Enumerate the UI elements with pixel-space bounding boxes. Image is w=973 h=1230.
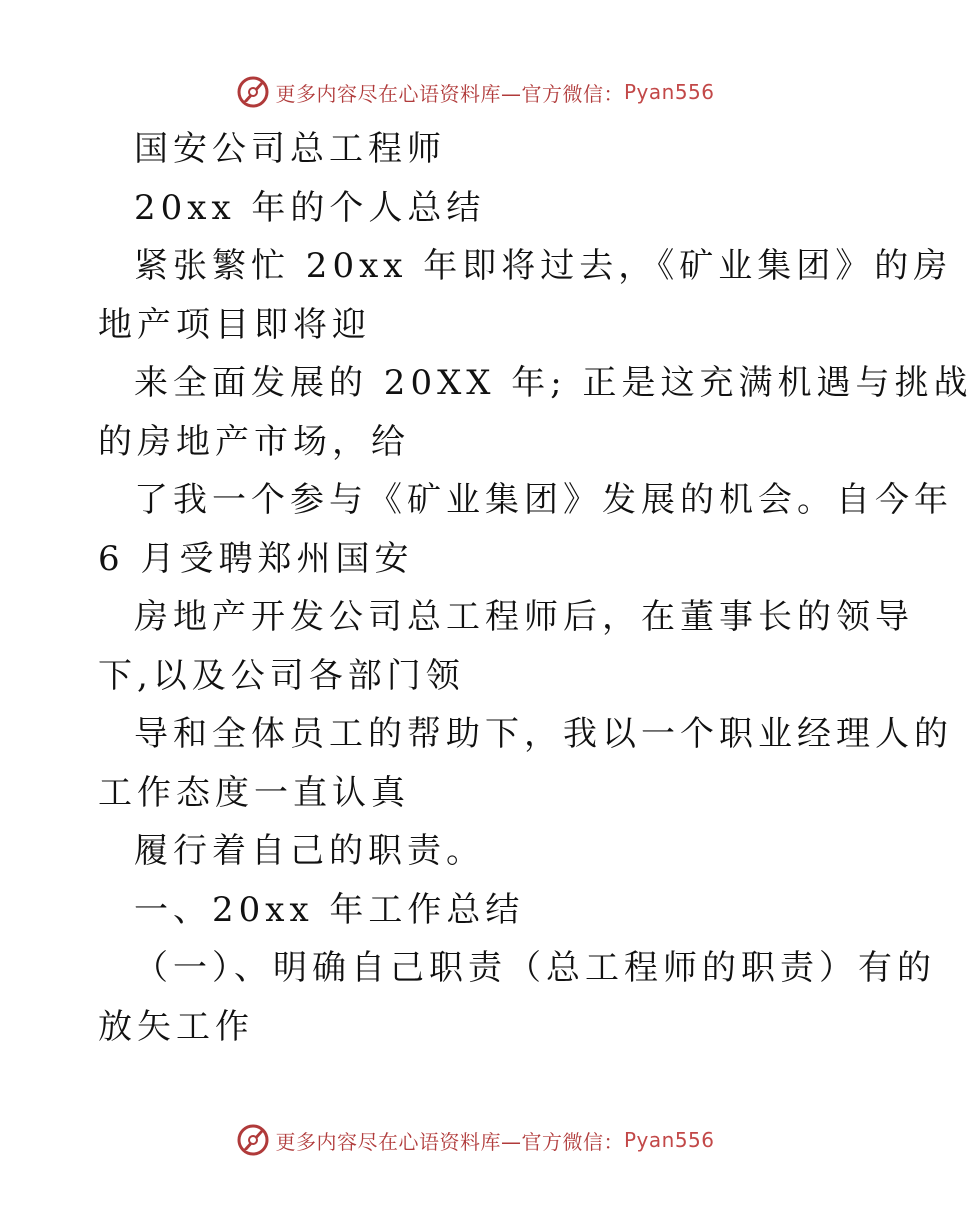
quill-pen-circle-icon xyxy=(235,74,271,110)
text-line: 20xx 年的个人总结 xyxy=(134,187,486,228)
quill-pen-circle-icon xyxy=(235,1122,271,1158)
text-line: 紧张繁忙 20xx 年即将过去，《矿业集团》的房 xyxy=(134,246,953,286)
text-line: 国安公司总工程师 xyxy=(134,129,446,169)
text-line: 了我一个参与《矿业集团》发展的机会。自今年 xyxy=(134,480,953,520)
watermark-wechat-id: Pyan556 xyxy=(623,80,715,104)
watermark-wechat-id: Pyan556 xyxy=(623,1128,715,1152)
text-line: 下,以及公司各部门领 xyxy=(98,655,465,696)
text-line: 工作态度一直认真 xyxy=(98,772,410,813)
text-line: 履行着自己的职责。 xyxy=(134,831,485,871)
header-watermark xyxy=(0,72,950,112)
text-line: 导和全体员工的帮助下，我以一个职业经理人的 xyxy=(134,714,953,754)
text-line: 一、20xx 年工作总结 xyxy=(134,889,525,930)
text-line: 6 月受聘郑州国安 xyxy=(98,538,414,579)
watermark-text: 更多内容尽在心语资料库—官方微信： xyxy=(275,81,624,106)
text-line: 来全面发展的 20XX 年; 正是这充满机遇与挑战 xyxy=(134,363,973,403)
text-line: 的房地产市场，给 xyxy=(98,421,410,462)
document-body xyxy=(98,120,973,1056)
text-line: 房地产开发公司总工程师后，在董事长的领导 xyxy=(134,597,914,637)
text-line: （一）、明确自己职责（总工程师的职责）有的 xyxy=(134,948,936,988)
text-line: 放矢工作 xyxy=(98,1006,254,1047)
watermark-text: 更多内容尽在心语资料库—官方微信： xyxy=(275,1129,624,1154)
text-line: 地产项目即将迎 xyxy=(98,304,371,345)
footer-watermark xyxy=(0,1120,950,1160)
